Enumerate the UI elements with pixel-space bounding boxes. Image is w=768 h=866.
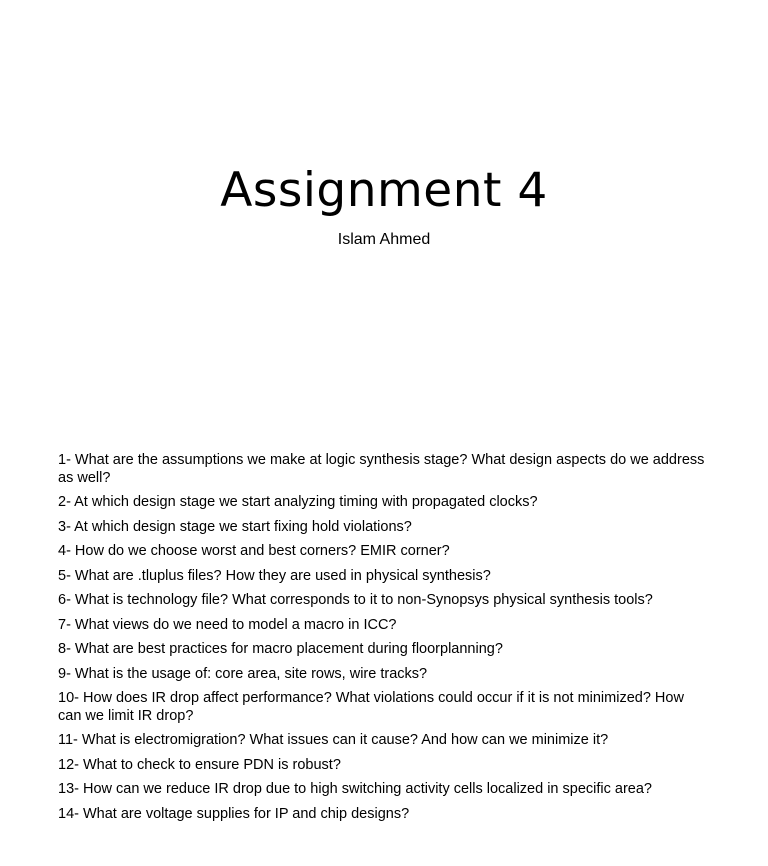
question-item: 9- What is the usage of: core area, site rows, wire tracks? <box>58 665 428 682</box>
question-item: 3- At which design stage we start fixing hold violations? <box>58 518 412 535</box>
document-title: Assignment 4 <box>220 163 548 218</box>
question-item: 8- What are best practices for macro placement during floorplanning? <box>58 641 503 657</box>
question-item: 2- At which design stage we start analyzing timing with propagated clocks? <box>58 494 538 510</box>
question-item: 1- What are the assumptions we make at logic synthesis stage? What design aspects do we address as well? <box>58 452 705 486</box>
question-item: 7- What views do we need to model a macro in ICC? <box>58 616 397 633</box>
question-item: 5- What are .tluplus files? How they are used in physical synthesis? <box>58 567 491 584</box>
question-item: 13- How can we reduce IR drop due to high switching activity cells localized in specific area? <box>58 781 652 797</box>
question-item: 4- How do we choose worst and best corners? EMIR corner? <box>58 543 450 559</box>
document-author: Islam Ahmed <box>337 231 431 248</box>
question-item: 11- What is electromigration? What issues can it cause? And how can we minimize it? <box>58 732 609 748</box>
question-item: 6- What is technology file? What corresponds to it to non-Synopsys physical synthesis tools? <box>58 592 653 608</box>
question-list <box>58 452 710 830</box>
question-item: 14- What are voltage supplies for IP and chip designs? <box>58 805 410 822</box>
question-item: 10- How does IR drop affect performance? What violations could occur if it is not minimized? How can we limit IR drop? <box>58 690 684 724</box>
question-item: 12- What to check to ensure PDN is robust? <box>58 756 341 773</box>
